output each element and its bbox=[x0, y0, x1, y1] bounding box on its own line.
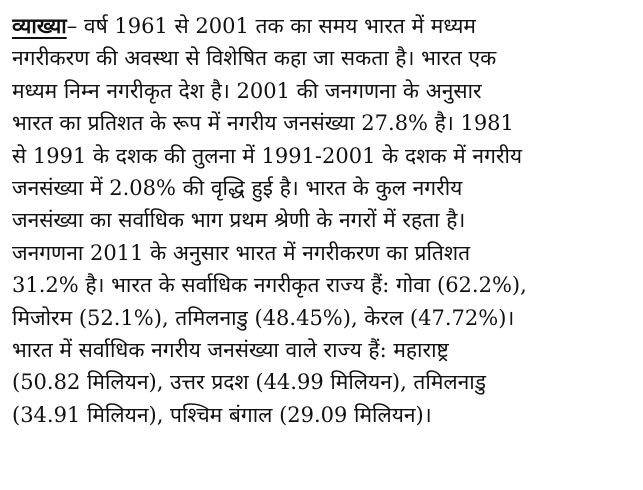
paragraph-line-2: नगरीकरण की अवस्था से विशेषित कहा जा सकता है। भारत एक bbox=[12, 46, 497, 71]
paragraph-line-6: जनसंख्या में 2.08% की वृद्धि हुई है। भारत के कुल नगरीय bbox=[12, 175, 463, 200]
paragraph-line-13: (34.91 मिलियन), पश्चिम बंगाल (29.09 मिलियन)। bbox=[12, 402, 432, 427]
paragraph-line-5: से 1991 के दशक की तुलना में 1991-2001 के दशक में नगरीय bbox=[12, 143, 523, 168]
cropped-next-line-fragment bbox=[120, 482, 640, 490]
paragraph-line-11: भारत में सर्वाधिक नगरीय जनसंख्या वाले राज्य हैं: महाराष्ट्र bbox=[12, 337, 449, 362]
explanation-heading: व्याख्या bbox=[12, 13, 67, 38]
paragraph-line-12: (50.82 मिलियन), उत्तर प्रदश (44.99 मिलियन), तमिलनाडु bbox=[12, 370, 486, 395]
paragraph-line-10: मिजोरम (52.1%), तमिलनाडु (48.45%), केरल (47.72%)। bbox=[12, 305, 515, 330]
line-1-text: – वर्ष 1961 से 2001 तक का समय भारत में मध्यम bbox=[66, 14, 476, 38]
paragraph-line-1 bbox=[12, 10, 634, 42]
paragraph-line-4: भारत का प्रतिशत के रूप में नगरीय जनसंख्या 27.8% है। 1981 bbox=[12, 111, 514, 136]
paragraph-line-3: मध्यम निम्न नगरीकृत देश है। 2001 की जनगणना के अनुसार bbox=[12, 78, 482, 103]
paragraph-line-7: जनसंख्या का सर्वाधिक भाग प्रथम श्रेणी के नगरों में रहता है। bbox=[12, 208, 466, 233]
paragraph-line-8: जनगणना 2011 के अनुसार भारत में नगरीकरण का प्रतिशत bbox=[12, 240, 471, 265]
explanation-paragraph bbox=[12, 10, 634, 431]
paragraph-line-9: 31.2% है। भारत के सर्वाधिक नगरीकृत राज्य हैं: गोवा (62.2%), bbox=[12, 273, 527, 298]
